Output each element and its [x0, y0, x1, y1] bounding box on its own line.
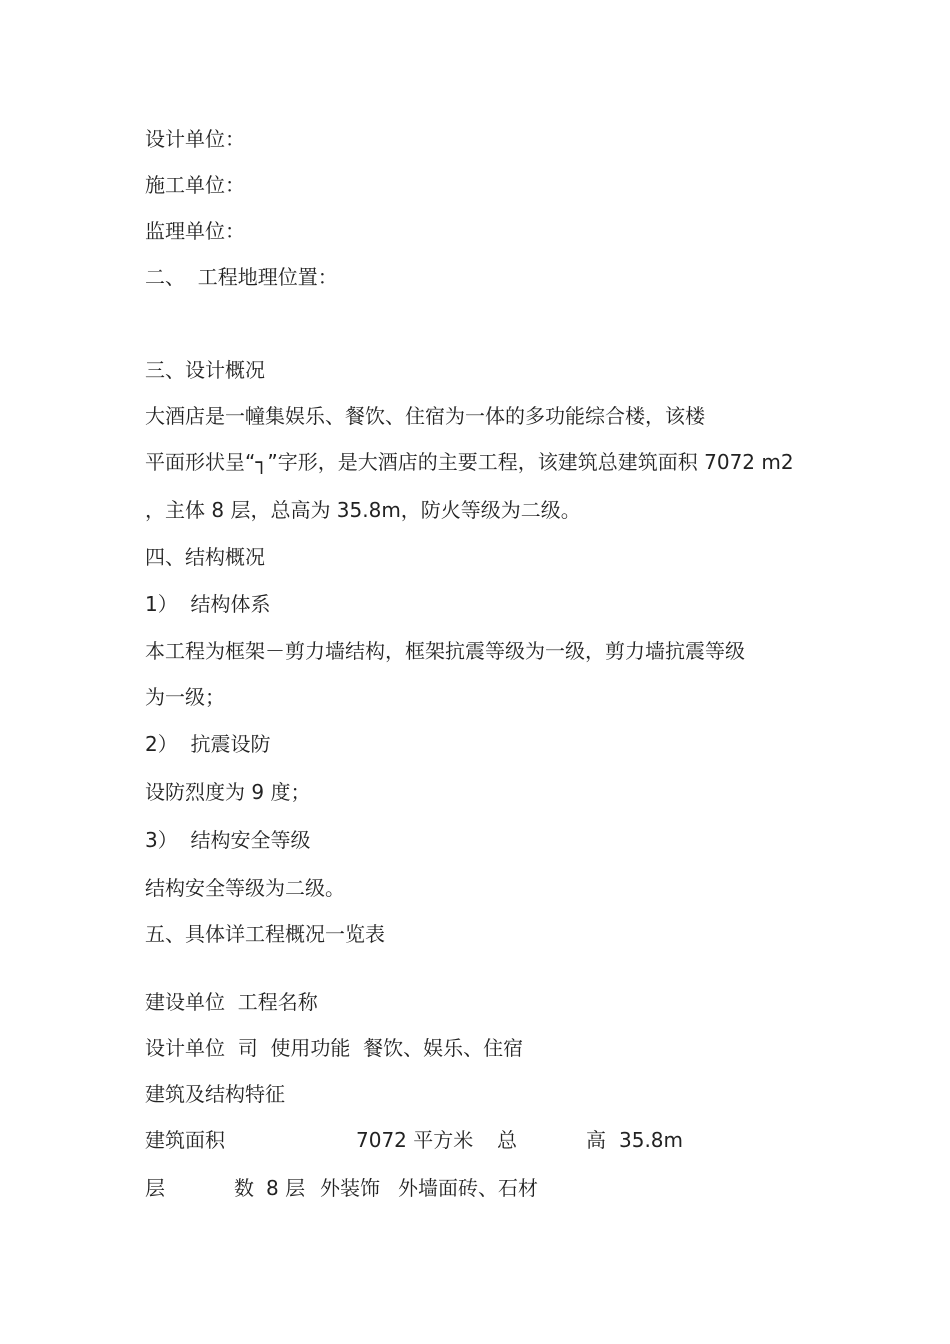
seismic-paragraph: 设防烈度为 9 度；: [145, 780, 311, 804]
structure-system-heading: 1） 结构体系: [145, 592, 271, 616]
table-row-floors: [0, 1176, 950, 1200]
table-row-design: 设计单位 司 使用功能 餐饮、娱乐、住宿: [145, 1036, 524, 1060]
facade-label: 外装饰: [320, 1176, 380, 1200]
safety-level-heading: 3） 结构安全等级: [145, 828, 311, 852]
height-label: 高: [586, 1128, 606, 1152]
design-overview-heading: 三、设计概况: [145, 358, 265, 382]
structure-system-paragraph-line-2: 为一级；: [145, 685, 225, 709]
safety-level-paragraph: 结构安全等级为二级。: [145, 876, 345, 900]
total-label: 总: [497, 1128, 517, 1152]
design-paragraph-line-2: 平面形状呈“┐”字形，是大酒店的主要工程，该建筑总建筑面积 7072 m2: [145, 450, 794, 474]
location-heading: 二、 工程地理位置：: [145, 265, 338, 289]
design-paragraph-line-1: 大酒店是一幢集娱乐、餐饮、住宿为一体的多功能综合楼，该楼: [145, 404, 705, 428]
design-unit-line: 设计单位：: [145, 127, 245, 151]
facade-value: 外墙面砖、石材: [398, 1176, 538, 1200]
supervision-unit-line: 监理单位：: [145, 219, 245, 243]
table-row-area: [0, 1128, 950, 1152]
design-paragraph-line-3: ，主体 8 层，总高为 35.8m，防火等级为二级。: [145, 498, 581, 522]
seismic-heading: 2） 抗震设防: [145, 732, 271, 756]
overview-table-heading: 五、具体详工程概况一览表: [145, 922, 385, 946]
construction-unit-line: 施工单位：: [145, 173, 245, 197]
floors-label-first-char: 层: [145, 1176, 165, 1200]
table-row-features: 建筑及结构特征: [145, 1082, 285, 1106]
floors-value: 8 层: [266, 1176, 306, 1200]
area-value: 7072 平方米: [356, 1128, 474, 1152]
structure-overview-heading: 四、结构概况: [145, 545, 265, 569]
height-value: 35.8m: [619, 1128, 684, 1152]
area-label: 建筑面积: [145, 1128, 225, 1152]
table-row-owner: 建设单位 工程名称: [145, 990, 318, 1014]
structure-system-paragraph-line-1: 本工程为框架－剪力墙结构，框架抗震等级为一级，剪力墙抗震等级: [145, 639, 745, 663]
floors-label-second-char: 数: [234, 1176, 254, 1200]
